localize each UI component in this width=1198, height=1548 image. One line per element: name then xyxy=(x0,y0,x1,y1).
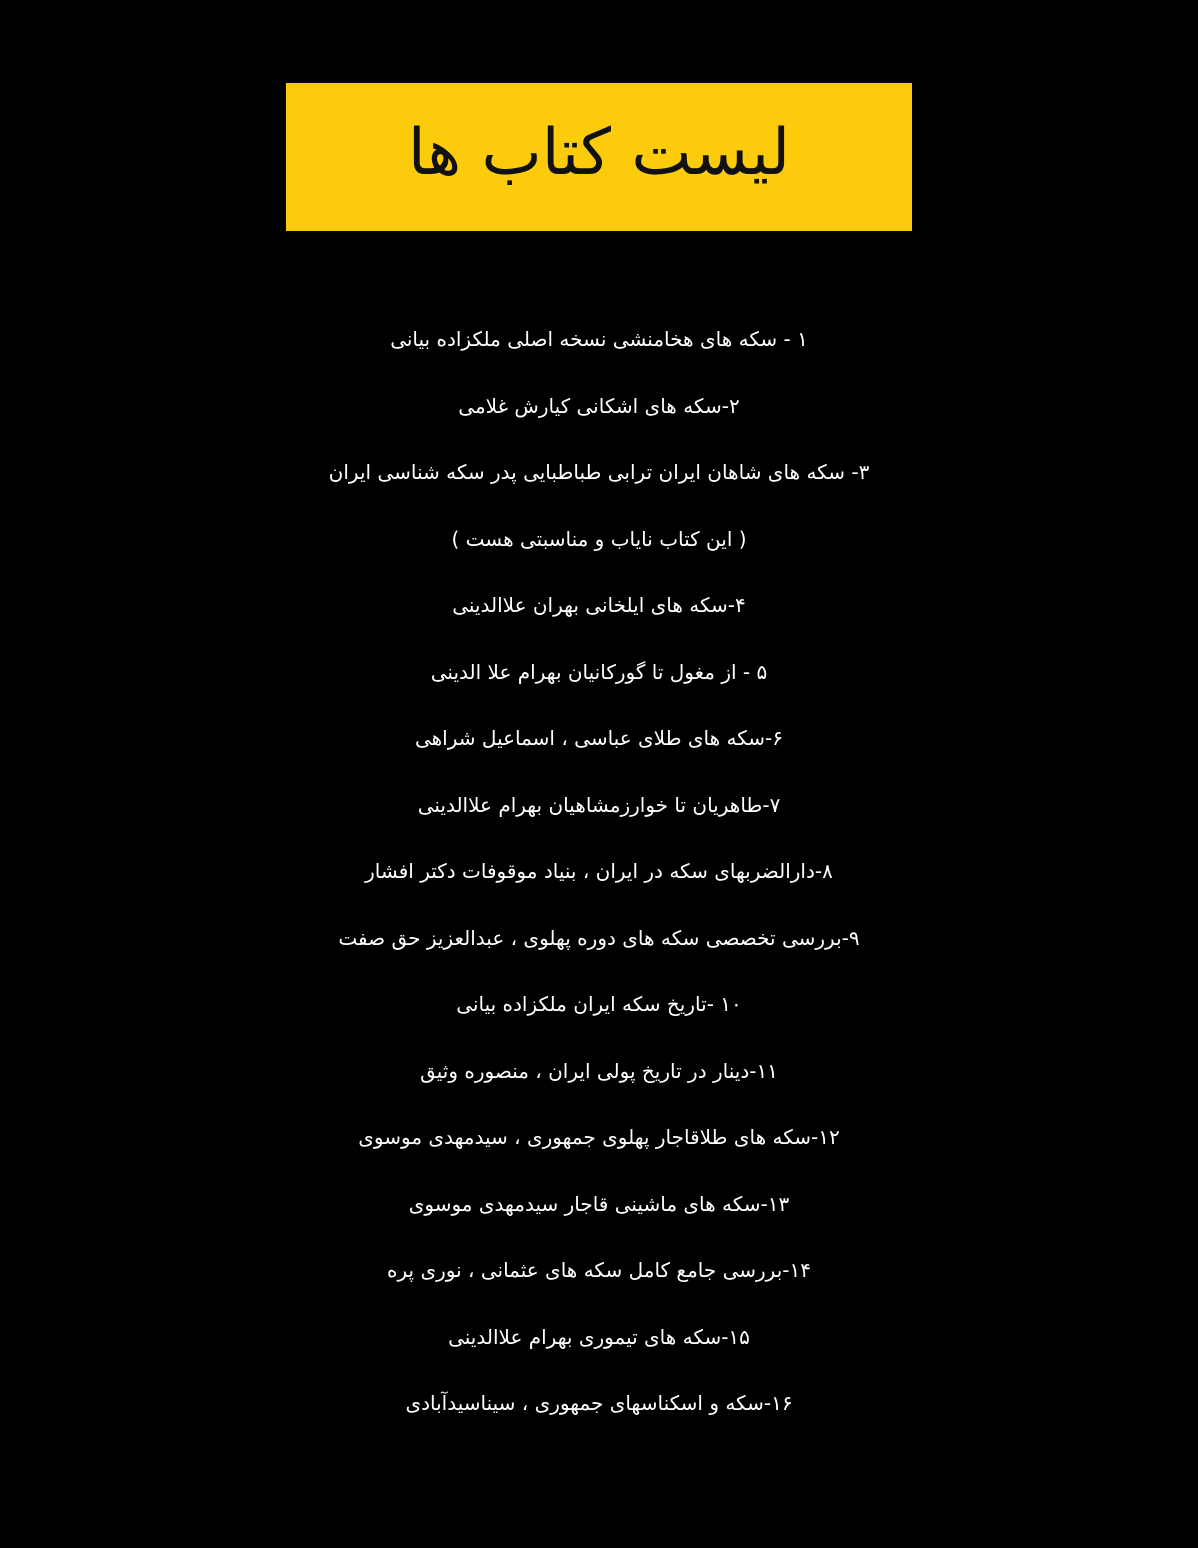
list-item: ۷-طاهریان تا خوارزمشاهیان بهرام علاالدینی xyxy=(417,792,781,817)
list-item: ( این کتاب نایاب و مناسبتی هست ) xyxy=(451,526,747,551)
list-item: ۴-سکه های ایلخانی بهران علاالدینی xyxy=(452,593,746,617)
book-list xyxy=(0,306,1198,1437)
list-item: ۱۴-بررسی جامع کامل سکه های عثمانی ، نوری پره xyxy=(387,1258,811,1282)
page-title: لیست کتاب ها xyxy=(407,116,791,190)
title-banner xyxy=(286,83,912,231)
list-item: ۸-دارالضربهای سکه در ایران ، بنیاد موقوفات دکتر افشار xyxy=(365,859,833,883)
list-item: ۱۳-سکه های ماشینی قاجار سیدمهدی موسوی xyxy=(408,1191,790,1216)
list-item: ۲-سکه های اشکانی کیارش غلامی xyxy=(458,393,740,418)
list-item: ۱۶-سکه و اسکناسهای جمهوری ، سیناسیدآبادی xyxy=(405,1391,793,1415)
list-item: ۳- سکه های شاهان ایران ترابی طباطبایی پدر سکه شناسی ایران xyxy=(328,460,870,484)
list-item: ۱ - سکه های هخامنشی نسخه اصلی ملکزاده بیانی xyxy=(390,327,808,351)
list-item: ۱۰ -تاریخ سکه ایران ملکزاده بیانی xyxy=(456,992,742,1016)
list-item: ۱۵-سکه های تیموری بهرام علاالدینی xyxy=(448,1324,750,1349)
list-item: ۱۲-سکه های طلاقاجار پهلوی جمهوری ، سیدمهدی موسوی xyxy=(358,1125,840,1149)
list-item: ۵ - از مغول تا گورکانیان بهرام علا الدینی xyxy=(430,659,768,684)
list-item: ۱۱-دینار در تاریخ پولی ایران ، منصوره وثیق xyxy=(420,1058,778,1083)
list-item: ۹-بررسی تخصصی سکه های دوره پهلوی ، عبدالعزیز حق صفت xyxy=(338,925,860,950)
list-item: ۶-سکه های طلای عباسی ، اسماعیل شراهی xyxy=(414,726,784,750)
